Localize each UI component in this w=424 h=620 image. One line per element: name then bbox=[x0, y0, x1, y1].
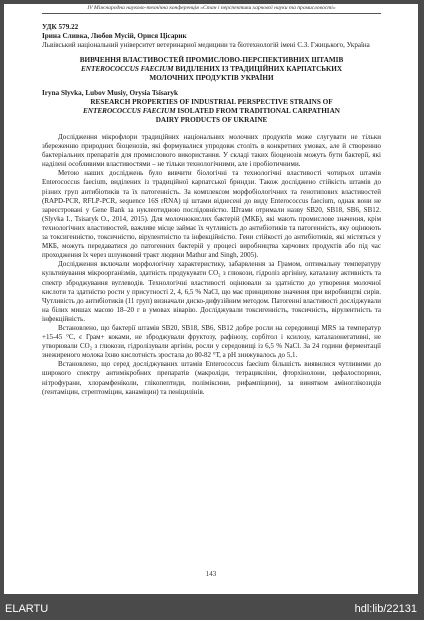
body-text bbox=[42, 133, 381, 397]
title-en-line-3: DAIRY PRODUCTS OF UKRAINE bbox=[155, 116, 268, 124]
title-uk-line-3: МОЛОЧНИХ ПРОДУКТІВ УКРАЇНИ bbox=[149, 74, 274, 82]
title-english bbox=[42, 98, 381, 125]
document-page bbox=[4, 4, 418, 594]
paragraph-1: Дослідження мікрофлори традиційних національних молочних продуктів може слугувати не тільки збереженню природних біоценозів, які формувалися упродовж століть в конкретних умовах, але й створенню бактеріальних препаратів для промислового використання. У складі таких біоценозів можуть бути бактерії, які наділені особливими властивостями – не тільки технологічними, але і пробіотичними. bbox=[42, 133, 381, 169]
authors-ukrainian: Ірина Сливка, Любов Мусій, Орися Цісарик bbox=[42, 32, 187, 40]
title-ukrainian bbox=[42, 56, 381, 83]
paragraph-3: Дослідження включали морфологічну характеристику, забарвлення за Грамом, оптимальну температуру культивування мікроорганізмів, здатність продукувати CO₂ з глюкози, гідроліз аргініну, каталазну активність та спектр зброджування вуглеводів. Технологічні властивості оцінювали за здатністю до утворення молочної кислоти та здатністю рости у присутності 2, 4, 6,5 % NaCl, що має принципове значення при виробництві сирів. Чутливість до антибіотиків (11 груп) визначали диско-дифузійним методом. Патогенні властивості досліджували на білих мишах масою 18–20 г в умовах віварію. Досліджували токсигенність, токсичність, вірулентність та інфекційність. bbox=[42, 260, 381, 323]
affiliation: Львівський національний університет ветеринарної медицини та біотехнологій імені С.З. Гжицького, Україна bbox=[42, 41, 370, 49]
page-number: 143 bbox=[205, 570, 217, 578]
title-en-line-2-rest: ISOLATED FROM TRADITIONAL CARPATHIAN bbox=[175, 107, 340, 115]
udk-code: УДК 579.22 bbox=[42, 23, 79, 31]
title-en-species: ENTEROCOCCUS FAECIUM bbox=[82, 107, 176, 115]
title-uk-line-2-rest: ВИДІЛЕНИХ ІЗ ТРАДИЦІЙНИХ КАРПАТСЬКИХ bbox=[173, 65, 343, 73]
title-uk-line-1: ВИВЧЕННЯ ВЛАСТИВОСТЕЙ ПРОМИСЛОВО-ПЕРСПЕКТИВНИХ ШТАМІВ bbox=[79, 56, 344, 64]
handle-identifier: hdl:lib/22131 bbox=[354, 603, 417, 615]
paragraph-2: Метою наших досліджень було вивчити біологічні та технологічні властивості чотирьох штамів Enterococcus faecium, виділених із традиційної карпатської бриндзи. Також досліджено стійкість штамів до різних груп антибіотиків та їх патогенність. За комплексом морфобіологічних та генотипових властивостей (RAPD-PCR, RFLP-PCR, sequence 16S rRNA) ці штами віднесені до виду Enterococcus faecium, однак вони не зареєстровані у Gene Bank за нуклеотидною послідовністю. Штами отримали назву SB20, SB18, SB6, SB12. (Slyvka I., Tsisaryk O., 2014, 2015). Для молочнокислих бактерій (МКБ), які мають промислове значення, крім технологічних властивостей, важливе місце займає їх чутливість до антибіотиків та патогенність, яку оцінюють за токсигенністю, токсичністю, вірулентністю та інфекційністю. Гени стійкості до антибіотиків, які містяться у МКБ, можуть передаватися до патогенних бактерій у процесі виробництва харчових продуктів або під час проходження їх через шлунковий тракт людини Mathur and Singh, 2005). bbox=[42, 169, 381, 260]
title-en-line-1: RESEARCH PROPERTIES OF INDUSTRIAL PERSPECTIVE STRAINS OF bbox=[90, 98, 333, 106]
footer-bar bbox=[0, 598, 424, 620]
running-header: IV Міжнародна науково-технічна конференція «Стан і перспективи харчової науки та промисловості» bbox=[42, 4, 381, 14]
paragraph-5: Встановлено, що серед досліджуваних штамів Enterococcus faecium більшість виявилися чутливими до широкого спектру антимікробних препаратів (макроліди, тетрацикліни, фторхінолони, цефалоспорини, нітрофурани, хлорамфеніколи, глікопептиди, поліміксини, рифампіцини), за винятком аміноглікозидів (гентаміцин, стрептоміцин, канаміцин) та пеніцилінів. bbox=[42, 360, 381, 396]
authors-english: Iryna Slyvka, Lubov Musiy, Orysia Tsisaryk bbox=[42, 89, 179, 97]
title-uk-species: ENTEROCOCCUS FAECIUM bbox=[80, 65, 174, 73]
title-en-line-2 bbox=[42, 107, 381, 116]
title-uk-line-2 bbox=[42, 65, 381, 74]
paragraph-4: Встановлено, що бактерії штамів SB20, SB18, SB6, SB12 добре росли на середовищі MRS за температур +15-45 °C, є Грам+ коками, не зброджували фруктозу, рафінозу, сорбітол і ксилозу, каталазонегативні, не утворювали CO₂ з глюкози, гідролізували аргінін, росли у середовищі із 6,5 % NaCl. За 24 години ферментації знежиреного молока їхню кислотність зростала до 80-82 °Т, а pH знижувалось до 5,1. bbox=[42, 323, 381, 360]
repository-label: ELARTU bbox=[5, 603, 49, 615]
